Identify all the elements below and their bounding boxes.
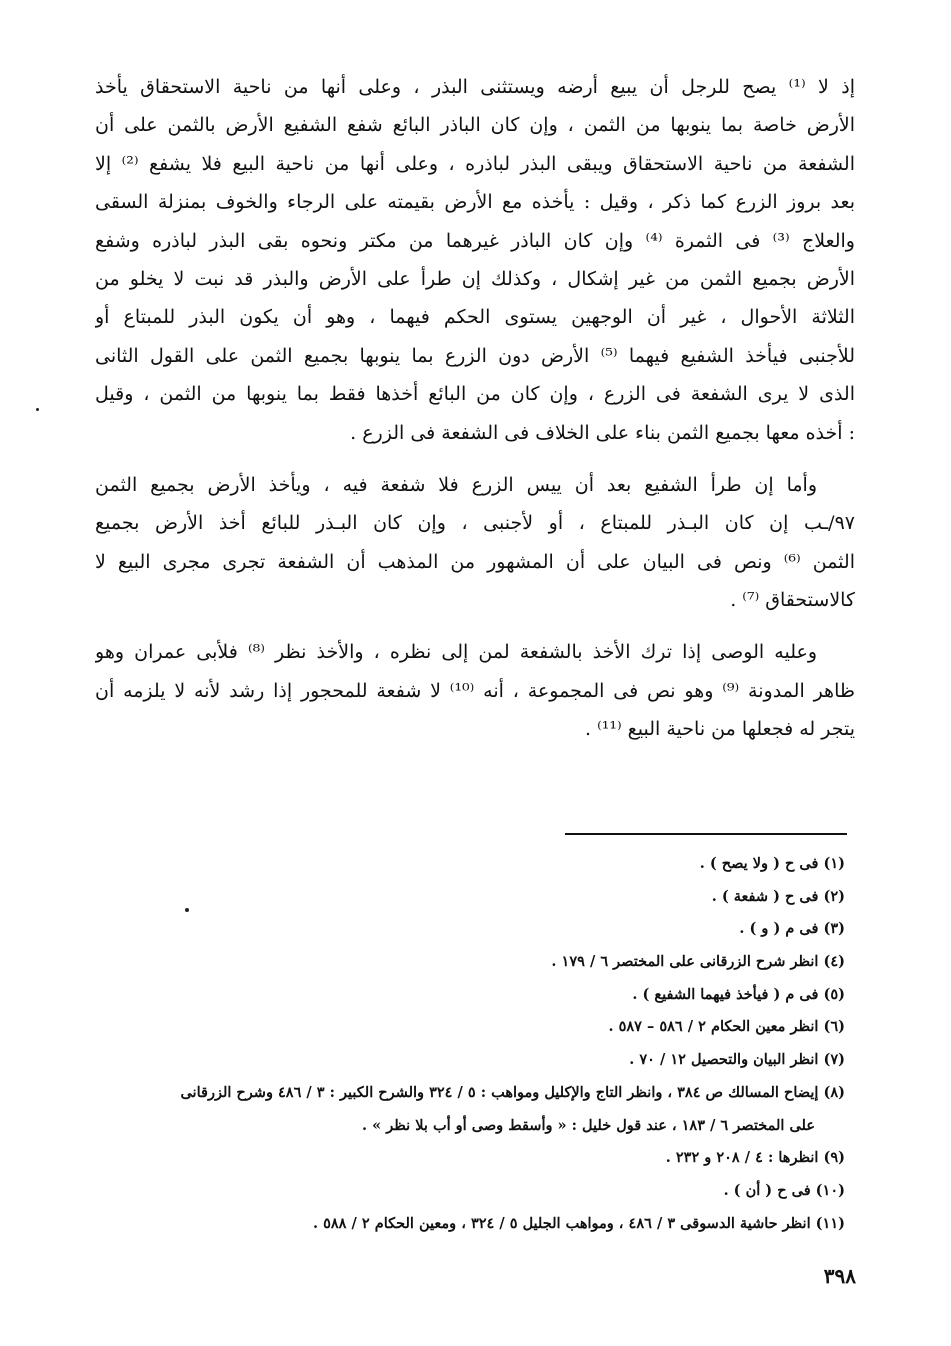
paragraph [95, 466, 855, 620]
text-line: يتجر له فجعلها من ناحية البيع ⁽¹¹⁾ . [584, 718, 855, 741]
text-line: الثلاثة الأحوال ، غير أن الوجهين يستوى الحكم فيهما ، وهو أن يكون البذر للمبتاع أو [95, 306, 855, 329]
footnote: (٣) فى م ( و ) . [739, 920, 845, 938]
footnote: (٧) انظر البيان والتحصيل ١٢ / ٧٠ . [629, 1051, 845, 1069]
footnote-separator [565, 833, 847, 835]
speck [36, 408, 39, 411]
text-line: بعد بروز الزرع كما ذكر ، وقيل : يأخذه مع الأرض بقيمته على الرجاء والخوف بمنزلة السقى [95, 191, 855, 214]
text-line: وعليه الوصى إذا ترك الأخذ بالشفعة لمن إلى نظره ، والأخذ نظر ⁽⁸⁾ فلأبى عمران وهو [95, 641, 817, 664]
paragraph [95, 68, 855, 452]
text-line: ظاهر المدونة ⁽⁹⁾ وهو نص فى المجموعة ، أنه ⁽¹⁰⁾ لا شفعة للمحجور إذا رشد لأنه لا يلزمه أن [95, 679, 855, 702]
text-line: الشفعة من ناحية الاستحقاق ويبقى البذر لباذره ، وعلى أنها من ناحية البيع فلا يشفع ⁽²⁾ إلا [95, 152, 855, 175]
speck [185, 908, 189, 912]
footnote: (٩) انظرها : ٤ / ٢٠٨ و ٢٣٢ . [665, 1149, 845, 1167]
text-line: الأرض خاصة بما ينوبها من الثمن ، وإن كان الباذر البائع شفع الشفيع الأرض بالثمن على أن [95, 114, 855, 137]
text-line: الأرض بجميع الثمن من غير إشكال ، وكذلك إن طرأ على الأرض والبذر قد نبت لا يخلو من [95, 267, 855, 290]
text-line: الثمن ⁽⁶⁾ ونص فى البيان على أن المشهور من المذهب أن الشفعة تجرى مجرى البيع لا [95, 550, 855, 573]
footnote: (١١) انظر حاشية الدسوقى ٣ / ٤٨٦ ، ومواهب الجليل ٥ / ٣٢٤ ، ومعين الحكام ٢ / ٥٨٨ . [313, 1214, 845, 1232]
text-line: إذ لا ⁽¹⁾ يصح للرجل أن يبيع أرضه ويستثنى البذر ، وعلى أنها من ناحية الاستحقاق يأخذ [95, 76, 855, 98]
text-line: الذى لا يرى الشفعة فى الزرع ، وإن كان من البائع أخذها فقط بما ينوبها من الثمن ، وقيل [95, 383, 855, 406]
footnote: (٨) إيضاح المسالك ص ٣٨٤ ، وانظر التاج والإكليل ومواهب : ٥ / ٣٢٤ والشرح الكبير : ٣ / ٤٨٦ وشرح الزرقانى [180, 1083, 845, 1101]
footnote: (٤) انظر شرح الزرقانى على المختصر ٦ / ١٧٩ . [551, 953, 845, 971]
footnote: (١) فى ح ( ولا يصح ) . [699, 855, 845, 872]
text-line: كالاستحقاق ⁽⁷⁾ . [730, 589, 855, 612]
text-line: ٩٧/ـب إن كان البـذر للمبتاع ، أو لأجنبى ، وإن كان البـذر للبائع أخذ الأرض بجميع [95, 512, 855, 535]
text-line: للأجنبى فيأخذ الشفيع فيهما ⁽⁵⁾ الأرض دون الزرع بما ينوبها بجميع الثمن على القول الثانى [95, 344, 855, 367]
text-line: وأما إن طرأ الشفيع بعد أن ييس الزرع فلا شفعة فيه ، ويأخذ الأرض بجميع الثمن [95, 473, 817, 496]
footnote-continuation: على المختصر ٦ / ١٨٣ ، عند قول خليل : « وأسقط وصى أو أب بلا نظر » . [362, 1116, 815, 1134]
paragraph [95, 633, 855, 748]
footnote: (١٠) فى ح ( أن ) . [723, 1181, 845, 1199]
footnotes [95, 848, 855, 1240]
footnote: (٢) فى ح ( شفعة ) . [711, 887, 845, 905]
page-number: ٣٩٨ [823, 1264, 856, 1288]
footnote: (٥) فى م ( فيأخذ فيهما الشفيع ) . [632, 985, 845, 1003]
text-line: : أخذه معها بجميع الثمن بناء على الخلاف فى الشفعة فى الزرع . [350, 421, 855, 444]
main-text [95, 68, 855, 749]
footnote: (٦) انظر معين الحكام ٢ / ٥٨٦ – ٥٨٧ . [608, 1018, 845, 1036]
text-line: والعلاج ⁽³⁾ فى الثمرة ⁽⁴⁾ وإن كان الباذر غيرهما من مكتر ونحوه بقى البذر لباذره وشفع [95, 229, 855, 252]
